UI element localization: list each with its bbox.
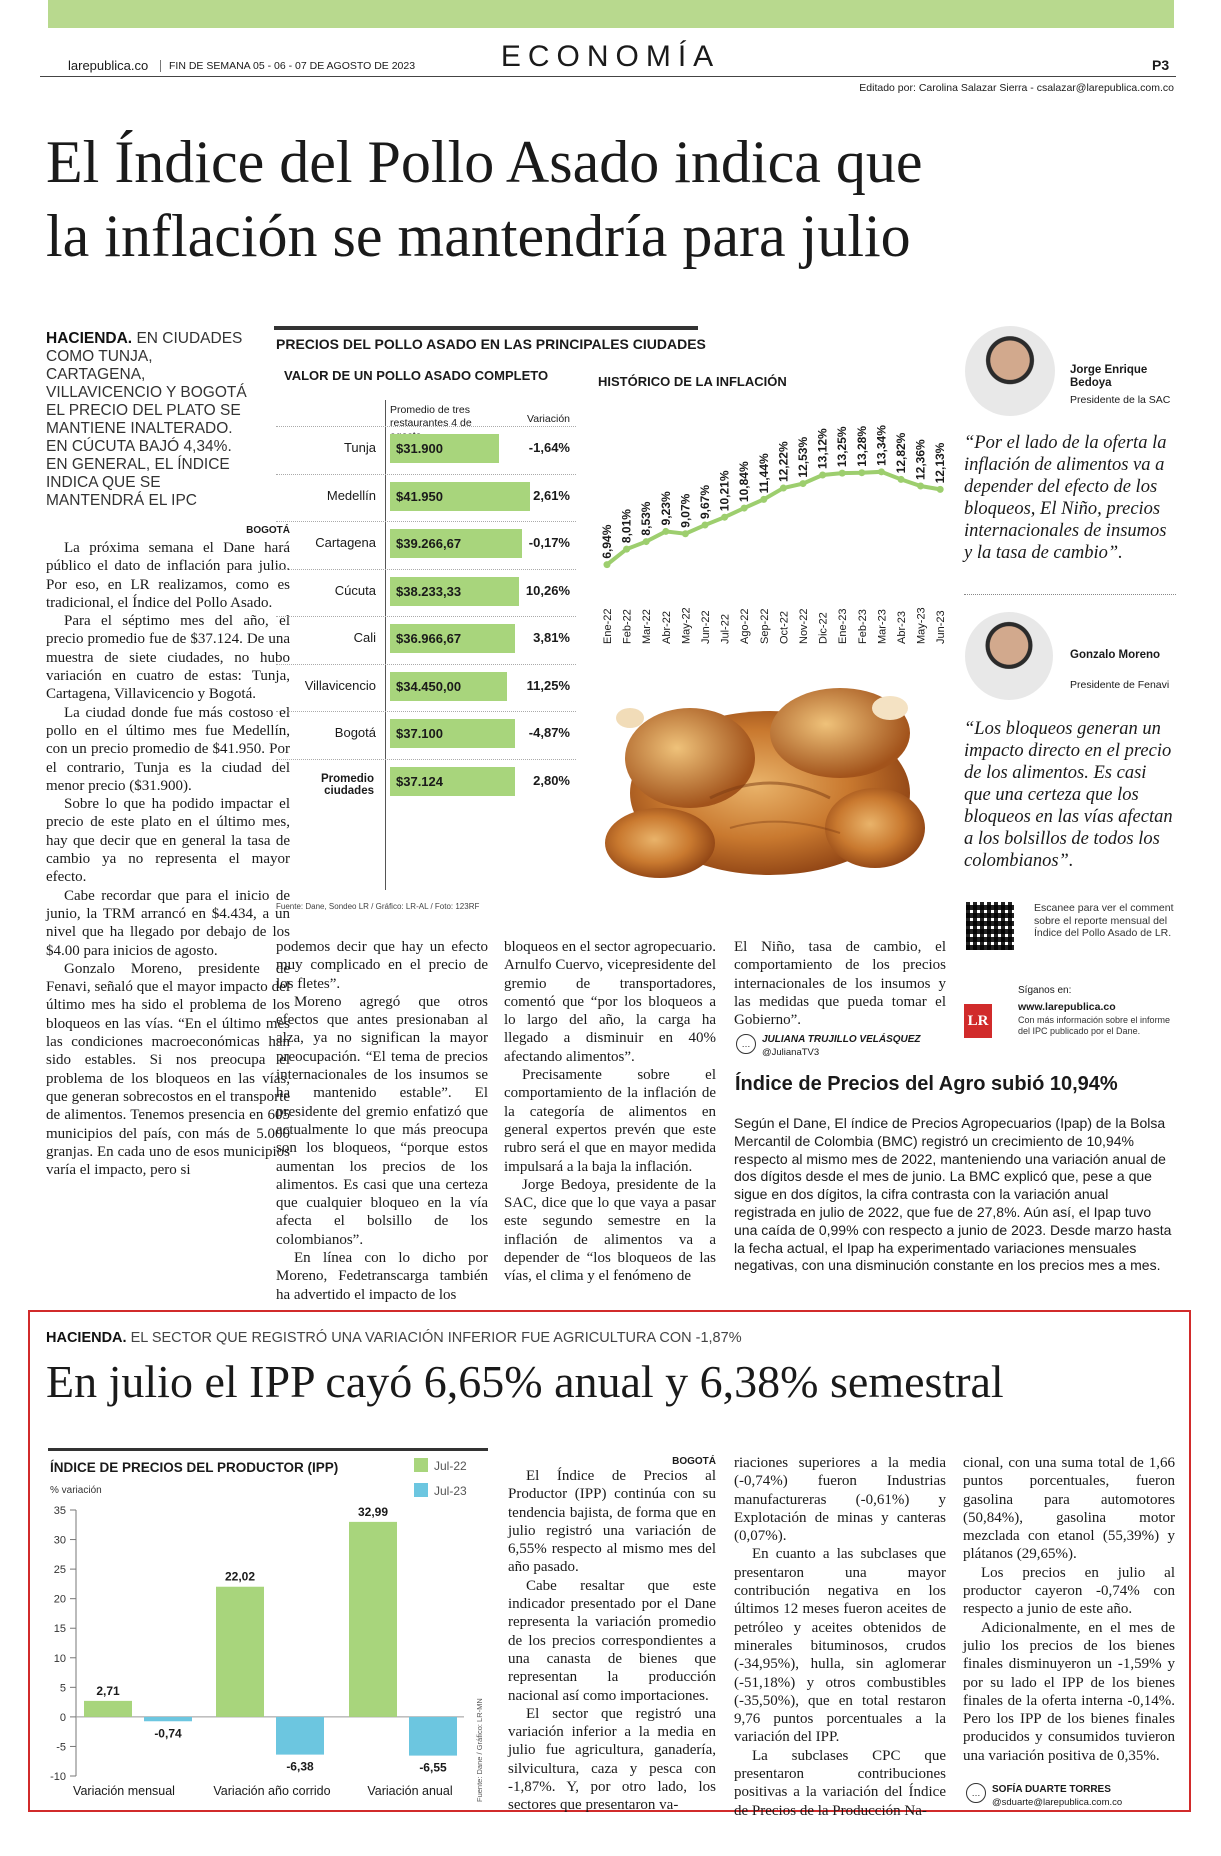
inflation-x-tick: Dic-22	[817, 612, 830, 644]
ipp-headline: En julio el IPP cayó 6,65% anual y 6,38% semestral	[46, 1356, 1004, 1407]
person2-name: Gonzalo Moreno	[1070, 649, 1161, 661]
ipp-y-tick: 25	[53, 1564, 66, 1577]
paragraph: Jorge Bedoya, presidente de la SAC, dice que lo que vaya a pasar este segundo semestre en la inflación de alimentos va a depender de “los bloqueos de las vías, el clima y el fenómeno de	[504, 1176, 716, 1285]
ipp-bar-chart	[44, 1448, 492, 1804]
ipp-legend-swatch	[414, 1483, 428, 1497]
author-handle[interactable]: @JulianaTV3	[762, 1047, 820, 1058]
top-color-bar	[48, 0, 1174, 28]
table-city: Cartagena	[315, 535, 376, 550]
inflation-point	[741, 505, 748, 512]
paragraph: bloqueos en el sector agropecuario. Arnulfo Cuervo, vicepresidente del gremio de transportadores, comentó que “por los bloqueos a lo largo del año, la carga ha llegado a disminuir en 40% afectando alimentos”.	[504, 939, 716, 1065]
inflation-x-tick: Mar-23	[876, 609, 889, 644]
ipp-bar-label: -6,55	[419, 1760, 447, 1775]
table-row-separator	[276, 616, 576, 618]
inflation-x-tick: Ene-22	[602, 608, 614, 644]
editor-credit: Editado por: Carolina Salazar Sierra - csalazar@larepublica.com.co	[859, 82, 1174, 94]
ipp-y-tick: 20	[53, 1593, 66, 1606]
paragraph: Adicionalmente, en el mes de julio los precios de los bienes finales disminuyeron un -1,59% y por su lado el IPP de los bienes finales de la oferta interna -0,14%. Pero los IPP de los bienes finales producidos y consumidos tuvieron una variación positiva de 0,35%.	[963, 1619, 1175, 1764]
ipp-author-name: SOFÍA DUARTE TORRES	[992, 1784, 1111, 1795]
ipp-y-tick: -5	[56, 1741, 66, 1754]
article-column-4	[734, 938, 946, 1029]
table-variation: 10,26%	[525, 582, 570, 598]
paragraph: El Niño, tasa de cambio, el comportamiento de los precios internacionales de los insumos y las medidas que pueda tomar el Gobierno”.	[734, 939, 946, 1029]
roast-chicken-image	[590, 648, 935, 898]
paragraph: El sector que registró una variación inferior a la media en julio fue agricultura, ganadería, silvicultura, caza y pesca con -1,87%. Y, por otro lado, los sectores que presentaron va-	[508, 1705, 716, 1814]
paragraph: Precisamente sobre el comportamiento de la inflación de la categoría de alimentos en general expertos prevén que este rubro será el que en mayor medida impulsará a la baja la inflación.	[504, 1067, 716, 1175]
table-price-bar: $37.124	[390, 767, 515, 796]
paragraph: La subclases CPC que presentaron contribuciones positivas a la variación del Índice de Precios de la Producción Na-	[734, 1747, 946, 1819]
lr-logo-icon: LR	[964, 1004, 992, 1038]
table-row-separator	[276, 426, 576, 428]
inflation-point	[623, 546, 630, 553]
ipp-bar-label: 2,71	[96, 1683, 120, 1698]
ipp-bar	[349, 1522, 397, 1717]
ipp-column-3	[963, 1454, 1175, 1765]
inflation-point	[760, 496, 767, 503]
paragraph: Los precios en julio al productor cayeron -0,74% con respecto a junio de este año.	[963, 1564, 1175, 1618]
ipp-bar-label: 32,99	[357, 1504, 389, 1519]
inflation-value-label: 9,67%	[698, 485, 712, 520]
ipp-tag: HACIENDA.	[46, 1330, 127, 1346]
lede-tag: HACIENDA.	[46, 330, 133, 347]
ipp-legend-swatch	[414, 1458, 428, 1472]
inflation-value-label: 9,07%	[678, 493, 693, 528]
paragraph: Cabe resaltar que este indicador presentado por el Dane representa la variación promedio de los precios correspondientes a una canasta de bienes que representan la producción nacional así como importaciones.	[508, 1577, 716, 1704]
table-variation: 2,61%	[533, 487, 570, 503]
paragraph: La próxima semana el Dane hará público el dato de inflación para julio. Por eso, en LR realizamos, como es tradicional, el Índice del Pollo Asado.	[46, 540, 290, 611]
table-price-bar: $31.900	[390, 434, 499, 463]
section-title: ECONOMÍA	[500, 40, 721, 73]
person1-role: Presidente de la SAC	[1070, 394, 1171, 406]
inflation-x-tick: Abr-22	[660, 610, 673, 644]
paragraph: En línea con lo dicho por Moreno, Fedetranscarga también ha advertido el impacto de los	[276, 1250, 488, 1303]
inflation-value-label: 13,12%	[815, 428, 830, 470]
table-city: Villavicencio	[304, 677, 376, 693]
table-row-separator	[276, 474, 576, 476]
paragraph: Gonzalo Moreno, presidente de Fenavi, señaló que el mayor impacto del último mes ha sido el problema de los bloqueos en las vías. “En el último mes las condiciones macroeconómicas han sido estables. Si nos preocupa el problema de los bloqueos en las vías, que generan sobrecostos en el transporte de alimentos. Tenemos presencia en 605 municipios del país, con más de 5.000 granjas. En cada uno de esos municipios varía el impacto, pero si	[46, 960, 290, 1179]
inflation-x-tick: Jun-23	[935, 610, 948, 644]
ipp-category-label: Variación mensual	[73, 1784, 175, 1798]
headline-line-1: El Índice del Pollo Asado indica que	[46, 129, 923, 195]
table-price-bar: $41.950	[390, 482, 530, 511]
inflation-value-label: 6,94%	[600, 524, 614, 559]
graphic-source: Fuente: Dane, Sondeo LR / Gráfico: LR-AL / Foto: 123RF	[276, 902, 480, 911]
inflation-chart-title: HISTÓRICO DE LA INFLACIÓN	[598, 374, 787, 389]
headline-line-2: la inflación se mantendría para julio	[46, 203, 911, 269]
dateline: BOGOTÁ	[246, 525, 290, 536]
inflation-value-label: 10,84%	[737, 461, 752, 503]
table-variation: 3,81%	[533, 630, 570, 645]
inflation-point	[643, 538, 650, 545]
paragraph: Moreno agregó que otros efectos que antes presionaban al alza, ya no significan la mayor preocupación. “El tema de precios internacionales de los insumos se ha mantenido estable”. El presidente del gremio enfatizó que actualmente lo que más preocupa son los bloqueos, “porque estos aumentan los precios de los alimentos. Es casi que una certeza que cualquier bloqueo en la vía afecta el bolsillo de los colombianos”.	[276, 993, 488, 1248]
table-price-bar: $37.100	[390, 719, 515, 748]
inflation-value-label: 12,82%	[894, 432, 908, 474]
table-variation: 11,25%	[526, 677, 570, 693]
inflation-point	[662, 528, 669, 535]
ipp-bar	[276, 1717, 324, 1755]
lede	[46, 330, 256, 510]
table-variation: -1,64%	[528, 440, 570, 455]
paragraph: En cuanto a las subclases que presentaron una mayor contribución negativa en los últimos 12 meses fueron aceites de petróleo y aceites obtenidos de minerales bituminosos, crudos (-34,95%), hulla, sin aglomerar (-51,18%) y otros combustibles (-35,50%), que en total restaron 9,76 puntos porcentuales a la variación del IPP.	[734, 1546, 946, 1746]
table-variation: -4,87%	[528, 725, 570, 740]
inflation-x-tick: Nov-22	[798, 608, 810, 644]
paragraph: cional, con una suma total de 1,66 puntos porcentuales, fueron gasolina para automotores (50,84%), gasolina motor mezclada con etanol (55,39%) y plátanos (29,65%).	[963, 1455, 1175, 1563]
table-city: Promedio ciudades	[320, 772, 374, 797]
inflation-line-chart	[592, 366, 954, 646]
ipp-column-1	[508, 1456, 716, 1815]
article-column-1	[46, 525, 290, 1179]
lede-text: EN CIUDADES COMO TUNJA, CARTAGENA, VILLAVICENCIO Y BOGOTÁ EL PRECIO DEL PLATO SE MANTIENE INALTERADO. EN CÚCUTA BAJÓ 4,34%. EN GENERAL, EL ÍNDICE INDICA QUE SE MANTENDRÁ EL IPC	[46, 330, 247, 509]
ipp-bar-label: 22,02	[224, 1569, 256, 1584]
paragraph: riaciones superiores a la media (-0,74%) fueron Industrias manufactureras (-0,61%) y Explotación de minas y canteras (0,07%).	[734, 1455, 946, 1545]
inflation-value-label: 12,53%	[796, 436, 810, 478]
agro-title: Índice de Precios del Agro subió 10,94%	[735, 1073, 1118, 1095]
inflation-x-tick: Feb-22	[621, 609, 634, 644]
edition-date: FIN DE SEMANA 05 - 06 - 07 DE AGOSTO DE 2023	[160, 60, 415, 72]
ipp-category-label: Variación anual	[367, 1784, 453, 1798]
ipp-y-tick: -10	[50, 1771, 66, 1783]
table-price-bar: $39.266,67	[390, 529, 522, 558]
inflation-x-tick: Oct-22	[778, 610, 791, 644]
graphic-title: PRECIOS DEL POLLO ASADO EN LAS PRINCIPALES CIUDADES	[276, 336, 706, 352]
ipp-bar	[216, 1587, 264, 1717]
chat-icon: …	[966, 1783, 986, 1803]
inflation-line	[607, 472, 940, 565]
page-number: P3	[1152, 57, 1170, 73]
avatar-jorge-bedoya	[965, 326, 1055, 416]
inflation-point	[819, 472, 826, 479]
sidebar-divider	[964, 594, 1176, 596]
paragraph: Sobre lo que ha podido impactar el precio de este plato en el último mes, hay que decir que en general la tasa de cambio ya no representa el mayor efecto.	[46, 796, 290, 886]
inflation-x-tick: Sep-22	[758, 608, 771, 644]
inflation-x-tick: Jul-22	[719, 614, 732, 644]
ipp-category-label: Variación año corrido	[213, 1784, 331, 1798]
ipp-author-email[interactable]: @sduarte@larepublica.com.co	[992, 1797, 1123, 1808]
author-name: JULIANA TRUJILLO VELÁSQUEZ	[762, 1034, 921, 1045]
follow-label: Síganos en:	[1018, 985, 1072, 996]
inflation-value-label: 9,23%	[658, 491, 673, 526]
inflation-x-tick: Abr-23	[896, 610, 908, 644]
ipp-legend-label: Jul-22	[434, 1459, 467, 1473]
ipp-legend-label: Jul-23	[434, 1484, 467, 1498]
inflation-value-label: 12,22%	[776, 441, 791, 483]
ipp-y-tick: 15	[53, 1623, 66, 1636]
qr-code-icon[interactable]	[966, 902, 1014, 950]
paragraph: Cabe recordar que para el inicio de junio, la TRM arrancó en $4.434, a un nivel que ha llegado por debajo de los $4.00 para inicios de agosto.	[46, 887, 290, 959]
table-city: Cúcuta	[334, 582, 376, 598]
table-price-bar: $34.450,00	[390, 672, 507, 701]
inflation-point	[604, 561, 611, 568]
inflation-x-tick: Jun-22	[700, 610, 712, 644]
ipp-column-2	[734, 1454, 946, 1820]
inflation-point	[721, 514, 728, 521]
inflation-value-label: 12,36%	[913, 439, 928, 481]
paragraph: podemos decir que hay un efecto muy complicado en el precio de los fletes”.	[276, 939, 488, 992]
inflation-value-label: 10,21%	[717, 470, 732, 512]
inflation-value-label: 13,34%	[874, 425, 889, 466]
follow-url[interactable]: www.larepublica.co	[1018, 1001, 1116, 1013]
inflation-value-label: 13,25%	[835, 426, 850, 468]
table-row-separator	[276, 711, 576, 713]
paragraph: Para el séptimo mes del año, el precio promedio fue de $37.124. De una muestra de siete ciudades, no hubo variación en cuatro de estas: Tunja, Cartagena, Villavicencio y Bogotá.	[46, 613, 290, 703]
table-title: VALOR DE UN POLLO ASADO COMPLETO	[284, 368, 549, 383]
inflation-point	[780, 485, 787, 492]
inflation-point	[937, 486, 944, 493]
table-variation: 2,80%	[533, 772, 570, 788]
table-price-bar: $38.233,33	[390, 577, 519, 606]
ipp-chart-ylabel: % variación	[50, 1485, 102, 1496]
ipp-kicker	[46, 1330, 742, 1346]
inflation-x-tick: Mar-22	[641, 609, 654, 644]
inflation-point	[800, 480, 807, 487]
inflation-value-label: 8,01%	[619, 509, 634, 544]
agro-text: Según el Dane, El índice de Precios Agropecuarios (Ipap) de la Bolsa Mercantil de Colombia (BMC) registró un crecimiento de 10,94% respecto al mismo mes de 2022, manteniendo una variación anual de dos dígitos desde el mes de junio. La BMC explicó que, pese a que sigue en dos dígitos, la cifra contrasta con la variación anual registrada en julio de 2022, que fue de 27,8%. Aún así, el Ipap tuvo una caída de 0,99% con respecto a junio de 2023. Desde marzo hasta la fecha actual, el Ipap ha experimentado variaciones mensuales negativas, con una disminución constante en los precios mes a mes.	[734, 1115, 1172, 1274]
ipp-bar-label: -6,38	[286, 1759, 314, 1774]
person1-name: Jorge Enrique Bedoya	[1070, 364, 1148, 389]
inflation-x-tick: Ene-23	[837, 608, 850, 644]
article-column-2	[276, 938, 488, 1304]
inflation-point	[839, 470, 846, 477]
article-column-3	[504, 938, 716, 1286]
table-row-separator	[276, 664, 576, 666]
site-name[interactable]: larepublica.co	[68, 58, 149, 73]
inflation-value-label: 12,13%	[933, 442, 948, 484]
inflation-point	[682, 530, 689, 537]
inflation-x-tick: Ago-22	[739, 608, 752, 644]
ipp-y-tick: 5	[59, 1682, 66, 1695]
inflation-point	[858, 469, 865, 476]
ipp-chart-top-rule	[48, 1448, 488, 1451]
inflation-value-label: 11,44%	[756, 453, 771, 494]
ipp-bar-label: -0,74	[154, 1726, 182, 1741]
inflation-point	[898, 476, 905, 483]
price-column-header: Promedio de tres restaurantes 4 de	[390, 404, 472, 429]
ipp-chart-title: ÍNDICE DE PRECIOS DEL PRODUCTOR (IPP)	[50, 1460, 339, 1475]
avatar-gonzalo-moreno	[965, 612, 1053, 700]
header-rule	[40, 76, 1176, 77]
ipp-bar	[84, 1701, 132, 1717]
ipp-y-tick: 30	[53, 1534, 66, 1547]
inflation-point	[702, 522, 709, 529]
follow-text: Con más información sobre el informe del IPC publicado por el Dane.	[1018, 1015, 1171, 1036]
chat-icon: …	[736, 1034, 756, 1054]
paragraph: El Índice de Precios al Productor (IPP) continúa con su tendencia bajista, de forma que en julio registró una variación de 6,55% respecto al mismo mes del año pasado.	[508, 1468, 716, 1576]
inflation-value-label: 8,53%	[639, 501, 654, 536]
ipp-y-tick: 35	[53, 1505, 66, 1517]
quote-bedoya: “Por el lado de la oferta la inflación de alimentos va a depender del efecto de los bloqueos, El Niño, precios internacionales de insumos y la tasa de cambio”.	[964, 433, 1167, 563]
table-city: Tunja	[343, 440, 376, 455]
inflation-x-tick: Feb-23	[856, 609, 869, 644]
table-city: Bogotá	[334, 725, 376, 740]
inflation-x-tick: May-22	[680, 607, 693, 644]
quote-moreno: “Los bloqueos generan un impacto directo en el precio de los alimentos. Es casi que una certeza que los bloqueos en las vías afectan a los bolsillos de todos los colombianos”.	[964, 719, 1173, 871]
variation-column-header: Variación	[527, 413, 570, 425]
person2-role: Presidente de Fenavi	[1070, 679, 1170, 691]
ipp-y-tick: 10	[53, 1652, 66, 1665]
paragraph: La ciudad donde fue más costoso el pollo en el último mes fue Medellín, con un precio promedio de $41.950. Por el contrario, Tunja es la ciudad del menor precio ($31.900).	[46, 704, 290, 794]
ipp-bar	[409, 1717, 457, 1756]
qr-caption: Escanee para ver el comment sobre el reporte mensual del Índice del Pollo Asado de LR.	[1034, 902, 1174, 939]
main-headline	[46, 125, 1176, 273]
table-variation: -0,17%	[528, 535, 570, 550]
table-row-separator	[276, 759, 576, 761]
ipp-chart-source: Fuente: Dane / Gráfico: LR-MN	[475, 1698, 484, 1802]
table-price-bar: $36.966,67	[390, 624, 515, 653]
inflation-point	[917, 483, 924, 490]
graphic-top-rule	[274, 326, 698, 330]
table-row-separator	[276, 521, 576, 523]
ipp-y-tick: 0	[59, 1711, 66, 1724]
inflation-value-label: 13,28%	[854, 425, 869, 467]
table-city: Medellín	[326, 487, 376, 503]
inflation-point	[878, 468, 885, 475]
ipp-kicker-text: EL SECTOR QUE REGISTRÓ UNA VARIACIÓN INFERIOR FUE AGRICULTURA CON -1,87%	[130, 1330, 742, 1346]
ipp-bar	[144, 1717, 192, 1721]
ipp-dateline: BOGOTÁ	[672, 1456, 716, 1467]
table-city: Cali	[353, 630, 376, 645]
inflation-x-tick: May-23	[915, 607, 928, 644]
table-row-separator	[276, 569, 576, 571]
